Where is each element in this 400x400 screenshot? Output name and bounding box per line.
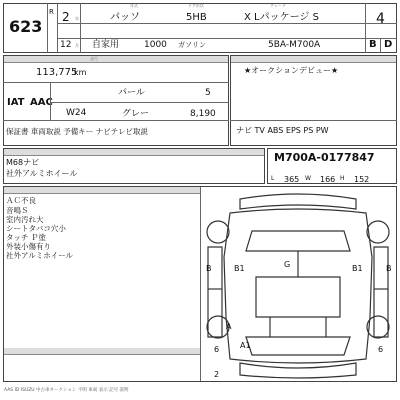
label-make: 年式: [130, 3, 138, 8]
car-name: パッソ: [110, 12, 140, 23]
capacity: 5: [205, 88, 211, 98]
grade: X Lパッケージ S: [244, 12, 319, 23]
length-symbol: L: [271, 175, 275, 182]
mark-b-right: B: [386, 264, 392, 273]
note-4: シートタバコ穴小: [6, 224, 66, 233]
r-label: R: [49, 8, 54, 16]
note-7: 社外アルミホイール: [6, 251, 74, 260]
length: 365: [284, 175, 300, 184]
height: 152: [354, 175, 370, 184]
mark-2: 2: [214, 370, 220, 379]
note-1: ＡＣ不良: [6, 196, 36, 205]
mileage: 113,775: [36, 67, 78, 78]
remark-2: 社外アルミホイール: [6, 169, 78, 178]
remark-1: M68ナビ: [6, 158, 40, 167]
year-unit: 年: [75, 16, 79, 21]
mark-6-right: 6: [378, 345, 384, 354]
color: パール: [118, 88, 145, 98]
mark-a1: A1: [240, 341, 251, 350]
price: 8,190: [190, 109, 216, 119]
mark-6-left: 6: [214, 345, 220, 354]
car-damage-diagram: [200, 187, 397, 381]
mark-b1-right: B1: [352, 264, 363, 273]
mark-b1-left: B1: [234, 264, 245, 273]
label-grade: グレード: [270, 3, 286, 8]
footer-legend: AAS ID ISUZU 中古車オークション 不明 車両 表示 記号 説明: [4, 388, 129, 393]
mark-a: A: [226, 322, 232, 331]
lot-number: 623: [9, 17, 43, 36]
color-code: W24: [66, 108, 87, 118]
aircon: AAC: [30, 97, 53, 108]
chassis-number: M700A-0177847: [274, 151, 375, 164]
mark-g: G: [284, 260, 291, 269]
options: ナビ TV ABS EPS PS PW: [236, 126, 329, 135]
documents: 保証書 車両取説 予備キー ナビテレビ取説: [6, 127, 149, 136]
note-5: タッチ Ｐ塗: [6, 233, 46, 242]
note-3: 室内汚れ大: [6, 215, 44, 224]
mileage-unit: km: [74, 68, 87, 77]
year-number: 2: [62, 10, 70, 24]
interior-grade: B: [369, 39, 377, 50]
score: 4: [376, 11, 385, 27]
note-2: 音鳴Ｓ: [6, 206, 29, 215]
exterior-grade: D: [384, 39, 393, 50]
month-number: 12: [60, 40, 72, 50]
label-door: ドア形状: [188, 3, 204, 8]
note-6: 外装小傷有り: [6, 242, 51, 251]
height-symbol: H: [340, 175, 345, 182]
door-type: 5HB: [186, 12, 207, 23]
transmission: IAT: [7, 97, 25, 108]
usage: 自家用: [92, 40, 120, 50]
displacement: 1000: [144, 40, 167, 50]
width: 166: [320, 175, 336, 184]
sales-point: ★オークションデビュー★: [244, 66, 339, 75]
model-code: 5BA-M700A: [268, 40, 321, 50]
width-symbol: W: [305, 175, 311, 182]
color2: グレー: [122, 109, 150, 119]
fuel: ガソリン: [178, 41, 206, 49]
mark-b-left: B: [206, 264, 212, 273]
label-mileage: 走行: [90, 56, 98, 61]
month-unit: 月: [75, 43, 79, 48]
